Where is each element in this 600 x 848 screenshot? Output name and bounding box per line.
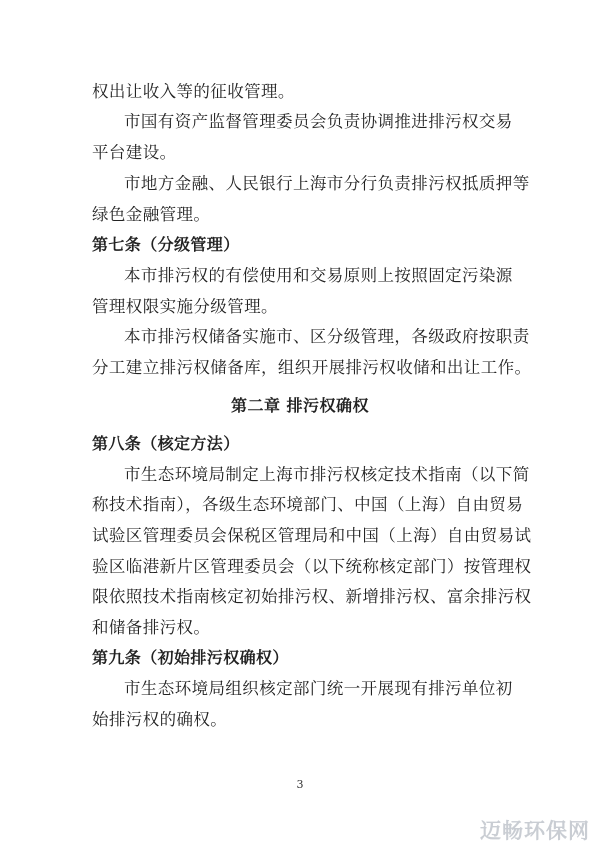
text-line: 绿色金融管理。	[92, 205, 211, 224]
article-heading: 第七条（分级管理）	[92, 235, 240, 254]
article-heading: 第八条（核定方法）	[92, 434, 240, 453]
text-line: 市生态环境局组织核定部门统一开展现有排污单位初	[124, 679, 513, 698]
text-line: 始排污权的确权。	[92, 710, 228, 729]
text-line: 市地方金融、人民银行上海市分行负责排污权抵质押等	[124, 174, 530, 193]
text-line: 平台建设。	[92, 143, 177, 162]
text-line: 管理权限实施分级管理。	[92, 297, 278, 316]
watermark-logo-text: 迈畅环保网	[480, 819, 590, 843]
text-line: 限依照技术指南核定初始排污权、新增排污权、富余排污权	[92, 587, 532, 606]
article-heading: 第九条（初始排污权确权）	[92, 648, 289, 667]
text-line: 称技术指南），各级生态环境部门、中国（上海）自由贸易	[92, 495, 524, 514]
text-line: 市生态环境局制定上海市排污权核定技术指南（以下简	[124, 465, 530, 484]
page-number: 3	[296, 778, 304, 791]
text-line: 权出让收入等的征收管理。	[92, 82, 295, 101]
text-line: 和储备排污权。	[92, 618, 211, 637]
text-line: 本市排污权储备实施市、区分级管理，各级政府按职责	[124, 327, 530, 346]
text-line: 分工建立排污权储备库，组织开展排污权收储和出让工作。	[92, 358, 532, 377]
text-line: 试验区管理委员会保税区管理局和中国（上海）自由贸易试	[92, 526, 532, 545]
chapter-title: 第二章 排污权确权	[230, 396, 370, 415]
text-line: 验区临港新片区管理委员会（以下统称核定部门）按管理权	[92, 557, 532, 576]
text-line: 本市排污权的有偿使用和交易原则上按照固定污染源	[124, 266, 513, 285]
text-line: 市国有资产监督管理委员会负责协调推进排污权交易	[124, 112, 513, 131]
